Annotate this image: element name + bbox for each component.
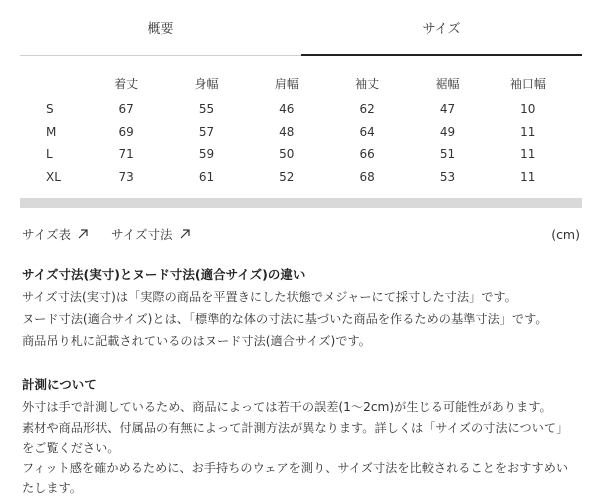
measurement-section (22, 374, 580, 498)
size-measure-link[interactable] (111, 225, 191, 243)
external-arrow-icon (77, 228, 89, 240)
size-label: XL (46, 169, 61, 184)
size-label: M (46, 124, 57, 139)
table-row (28, 143, 568, 166)
table-cell: 59 (198, 147, 215, 162)
section-text: 商品吊り札に記載されているのはヌード寸法(適合サイズ)です。 (22, 334, 371, 348)
section-text: フィット感を確かめるために、お手持ちのウェアを測り、サイズ寸法を比較されることをおすすめいたします。 (22, 461, 569, 495)
tab-bar (20, 0, 582, 56)
table-row (28, 98, 568, 121)
table-cell: 11 (520, 124, 536, 139)
table-cell: 50 (279, 147, 295, 162)
table-cell: 68 (359, 169, 375, 184)
table-cell: 46 (279, 102, 295, 117)
table-cell: 48 (279, 124, 295, 139)
size-links (22, 225, 191, 243)
table-cell: 52 (279, 169, 295, 184)
table-cell: 10 (520, 102, 536, 117)
table-cell: 11 (520, 169, 536, 184)
section-title: 計測について (22, 377, 97, 392)
table-cell: 57 (198, 124, 215, 139)
table-header: 肩幅 (274, 76, 299, 91)
table-cell: 67 (118, 102, 134, 117)
table-header-row (28, 68, 568, 98)
tab-size[interactable]: サイズ (301, 0, 582, 56)
table-cell: 53 (439, 169, 456, 184)
table-cell: 61 (198, 169, 215, 184)
unit-label: (cm) (551, 227, 580, 242)
external-arrow-icon (179, 228, 191, 240)
table-cell: 47 (439, 102, 456, 117)
table-header (28, 68, 86, 98)
table-header: 裾幅 (435, 76, 460, 91)
size-label: L (46, 147, 53, 162)
size-chart-link[interactable] (22, 225, 89, 243)
size-chart-link-label: サイズ表 (22, 227, 72, 242)
section-text: サイズ寸法(実寸)は「実際の商品を平置きにした状態でメジャーにて採寸した寸法」です。 (22, 290, 517, 304)
size-measure-link-label: サイズ寸法 (111, 227, 173, 242)
section-text: 素材や商品形状、付属品の有無によって計測方法が異なります。詳しくは「サイズの寸法について」をご覧ください。 (22, 421, 569, 455)
table-cell: 69 (118, 124, 134, 139)
table-header: 着丈 (114, 76, 139, 91)
section-text: 外寸は手で計測しているため、商品によっては若干の誤差(1〜2cm)が生じる可能性があります。 (22, 400, 552, 414)
table-cell: 66 (359, 147, 375, 162)
table-header: 袖口幅 (509, 76, 546, 91)
table-cell: 51 (439, 147, 456, 162)
table-cell: 71 (118, 147, 134, 162)
size-label: S (46, 102, 54, 117)
section-title: サイズ寸法(実寸)とヌード寸法(適合サイズ)の違い (22, 267, 306, 282)
table-header: 袖丈 (355, 76, 380, 91)
tab-overview[interactable]: 概要 (20, 0, 301, 56)
table-cell: 64 (359, 124, 375, 139)
size-table (28, 68, 568, 188)
size-difference-section (22, 264, 580, 352)
table-cell: 49 (439, 124, 456, 139)
table-cell: 55 (198, 102, 215, 117)
table-cell: 62 (359, 102, 375, 117)
table-row (28, 121, 568, 144)
table-cell: 73 (118, 169, 134, 184)
table-cell: 11 (520, 147, 536, 162)
section-text: ヌード寸法(適合サイズ)とは、「標準的な体の寸法に基づいた商品を作るための基準寸法」です。 (22, 312, 548, 326)
table-header: 身幅 (194, 76, 219, 91)
table-row (28, 166, 568, 189)
table-scrollbar[interactable] (20, 198, 582, 208)
